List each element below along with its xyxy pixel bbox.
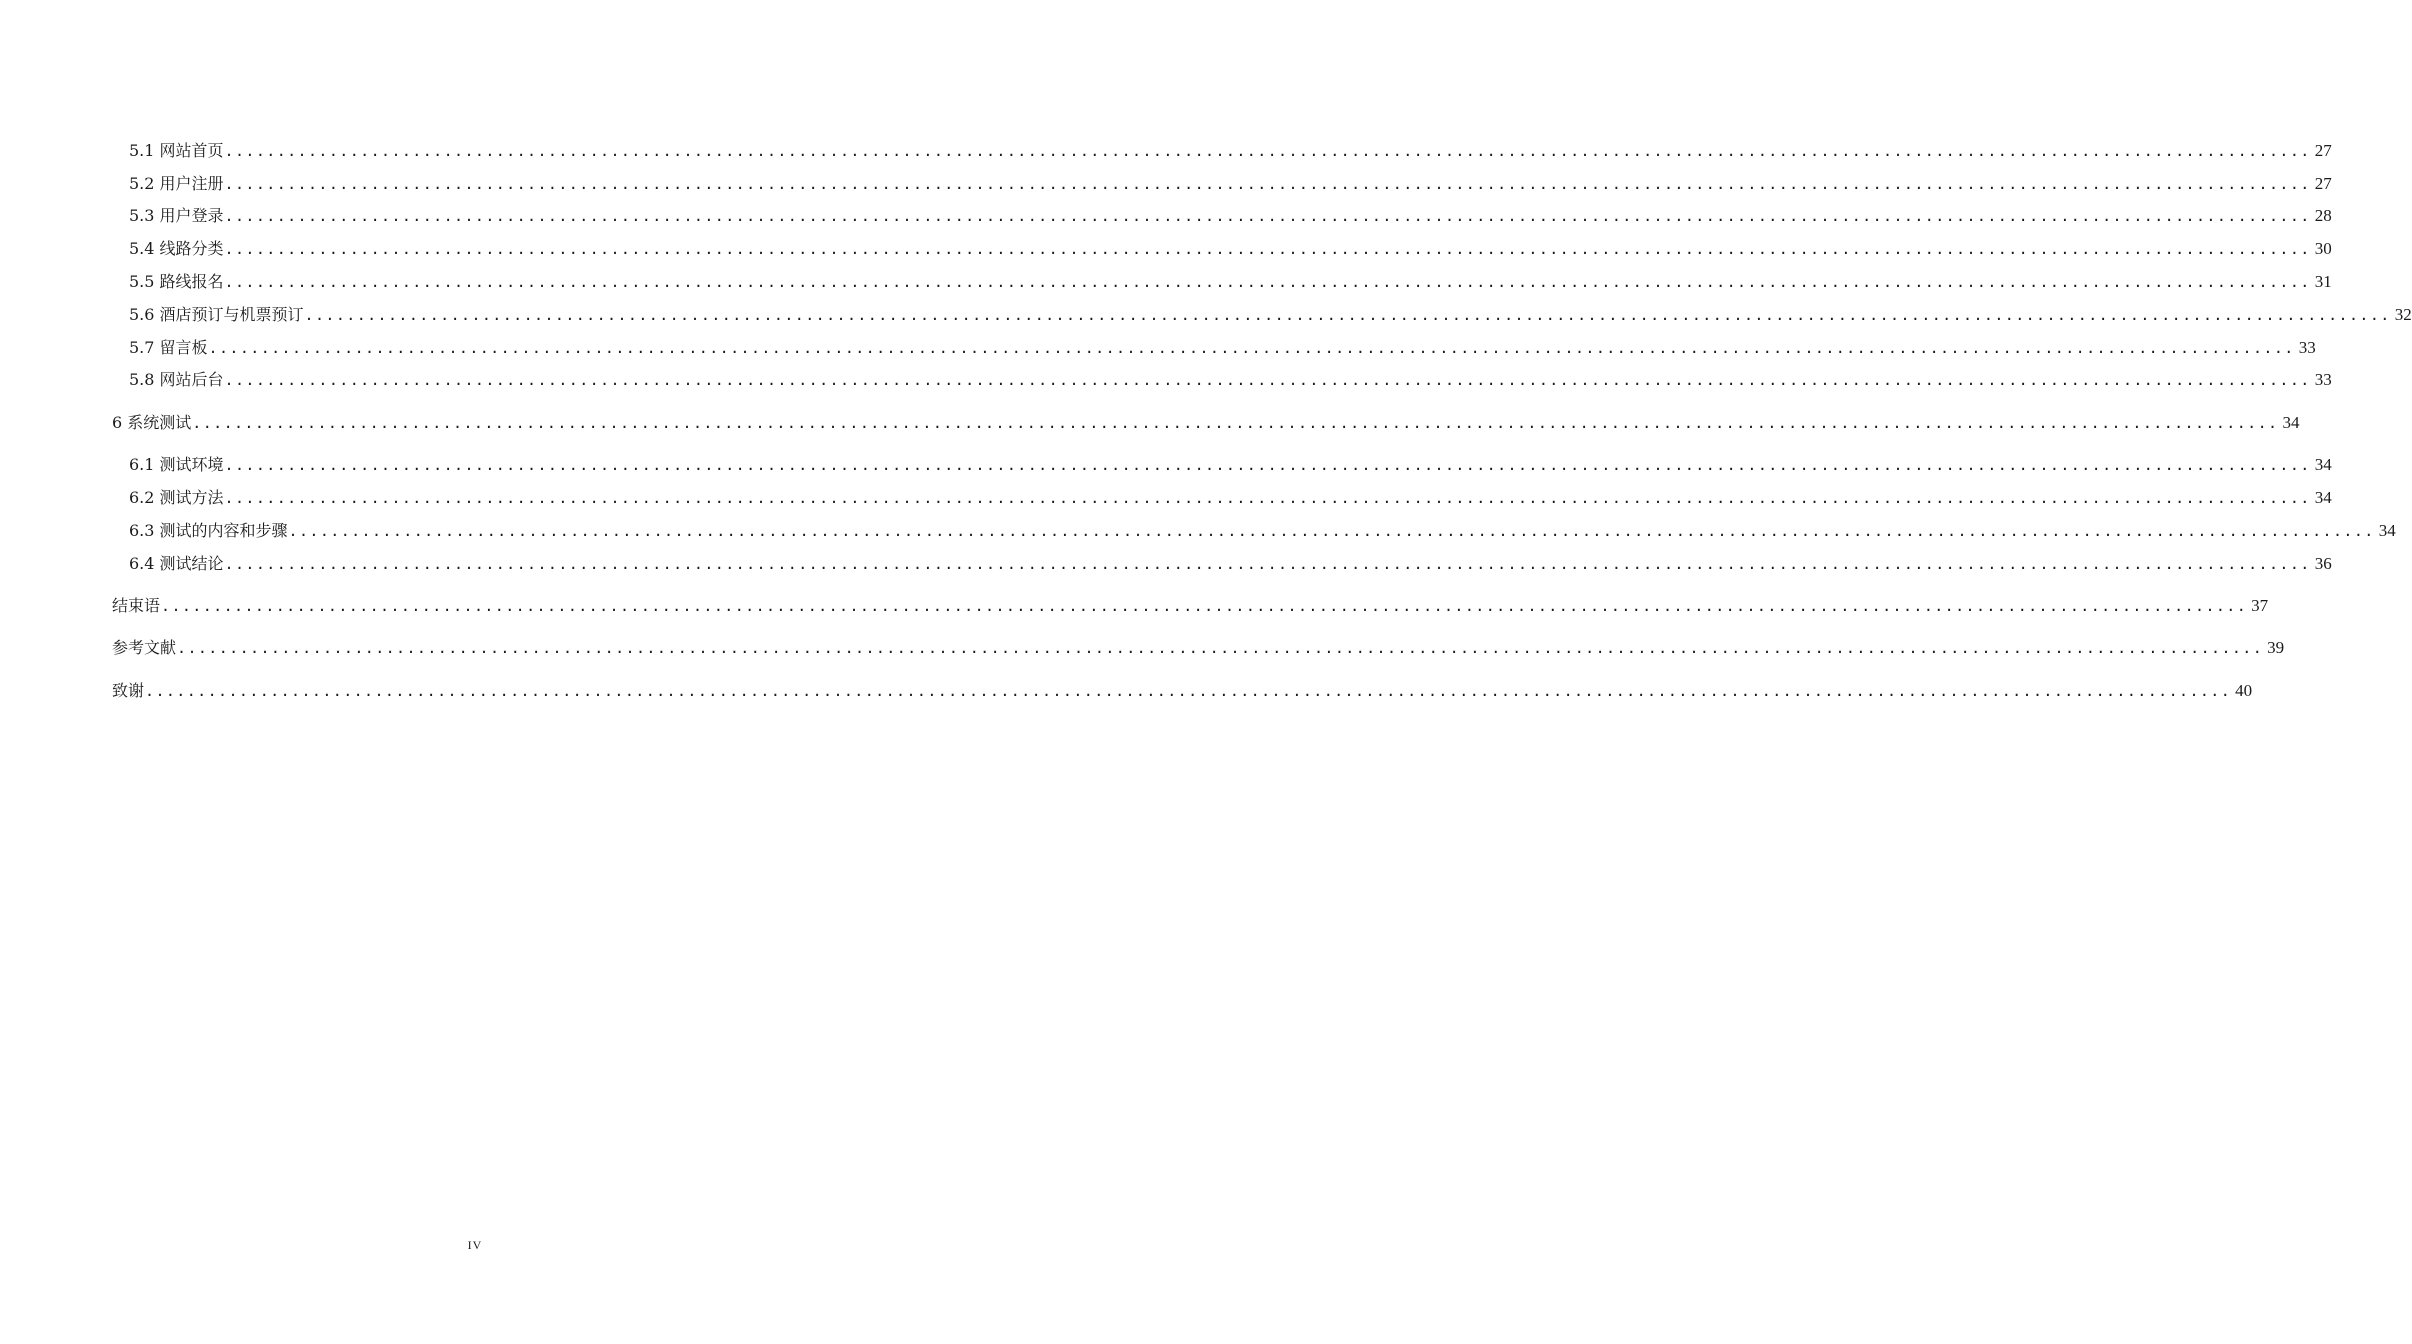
toc-entry-5-8[interactable]: [129, 366, 2332, 390]
toc-entry-6-3[interactable]: [129, 517, 2396, 541]
dot-leader: ........................................................................................................................................................................................................: [208, 339, 2295, 357]
toc-entry-label: 5.4 线路分类: [129, 239, 224, 258]
toc-entry-page: 34: [2378, 521, 2396, 540]
toc-entry-5-1[interactable]: [129, 137, 2332, 161]
toc-entry-page: 34: [2314, 488, 2332, 507]
toc-entry-6[interactable]: [112, 409, 2300, 433]
toc-entry-5-3[interactable]: [129, 202, 2332, 226]
toc-entry-page: 36: [2314, 554, 2332, 573]
toc-entry-6-2[interactable]: [129, 484, 2332, 508]
toc-entry-page: 34: [2314, 455, 2332, 474]
toc-entry-5-5[interactable]: [129, 268, 2332, 292]
toc-entry-5-2[interactable]: [129, 170, 2332, 194]
toc-entry-label: 6.1 测试环境: [129, 455, 224, 474]
dot-leader: ........................................................................................................................................................................................................: [224, 175, 2311, 193]
toc-entry-label: 6.2 测试方法: [129, 488, 224, 507]
toc-entry-page: 33: [2314, 370, 2332, 389]
toc-entry-page: 27: [2314, 174, 2332, 193]
toc-entry-page: 28: [2314, 206, 2332, 225]
toc-entry-label: 致谢: [112, 681, 145, 700]
toc-entry-references[interactable]: [112, 634, 2285, 658]
toc-entry-6-1[interactable]: [129, 451, 2332, 475]
toc-entry-page: 31: [2314, 272, 2332, 291]
page-number: IV: [467, 1238, 483, 1252]
dot-leader: ........................................................................................................................................................................................................: [224, 240, 2311, 258]
dot-leader: ........................................................................................................................................................................................................: [192, 414, 2279, 432]
toc-entry-label: 参考文献: [112, 638, 177, 657]
dot-leader: ........................................................................................................................................................................................................: [304, 306, 2391, 324]
toc-entry-page: 34: [2282, 413, 2300, 432]
toc-entry-label: 5.6 酒店预订与机票预订: [129, 305, 304, 324]
dot-leader: ........................................................................................................................................................................................................: [288, 522, 2375, 540]
toc-entry-label: 5.2 用户注册: [129, 174, 224, 193]
toc-entry-5-7[interactable]: [129, 334, 2316, 358]
dot-leader: ........................................................................................................................................................................................................: [224, 456, 2311, 474]
dot-leader: ........................................................................................................................................................................................................: [224, 489, 2311, 507]
dot-leader: ........................................................................................................................................................................................................: [161, 597, 2248, 615]
toc-entry-acknowledgements[interactable]: [112, 677, 2253, 701]
dot-leader: ........................................................................................................................................................................................................: [224, 142, 2311, 160]
toc-entry-label: 5.5 路线报名: [129, 272, 224, 291]
toc-entry-page: 37: [2251, 596, 2269, 615]
toc-entry-page: 32: [2394, 305, 2412, 324]
toc-entry-page: 27: [2314, 141, 2332, 160]
toc-entry-conclusion[interactable]: [112, 592, 2269, 616]
dot-leader: ........................................................................................................................................................................................................: [224, 207, 2311, 225]
toc-entry-page: 39: [2267, 638, 2285, 657]
toc-entry-label: 6.3 测试的内容和步骤: [129, 521, 288, 540]
toc-entry-label: 5.1 网站首页: [129, 141, 224, 160]
toc-entry-page: 40: [2235, 681, 2253, 700]
dot-leader: ........................................................................................................................................................................................................: [224, 273, 2311, 291]
toc-entry-label: 5.8 网站后台: [129, 370, 224, 389]
toc-entry-5-4[interactable]: [129, 235, 2332, 259]
toc-entry-label: 5.7 留言板: [129, 338, 208, 357]
toc-entry-page: 30: [2314, 239, 2332, 258]
dot-leader: ........................................................................................................................................................................................................: [224, 371, 2311, 389]
toc-entry-label: 结束语: [112, 596, 161, 615]
toc-entry-label: 5.3 用户登录: [129, 206, 224, 225]
toc-entry-label: 6 系统测试: [112, 413, 192, 432]
toc-entry-5-6[interactable]: [129, 301, 2412, 325]
toc-entry-6-4[interactable]: [129, 550, 2332, 574]
toc-entry-page: 33: [2298, 338, 2316, 357]
dot-leader: ........................................................................................................................................................................................................: [224, 555, 2311, 573]
dot-leader: ........................................................................................................................................................................................................: [145, 682, 2232, 700]
dot-leader: ........................................................................................................................................................................................................: [177, 639, 2264, 657]
toc-entry-label: 6.4 测试结论: [129, 554, 224, 573]
